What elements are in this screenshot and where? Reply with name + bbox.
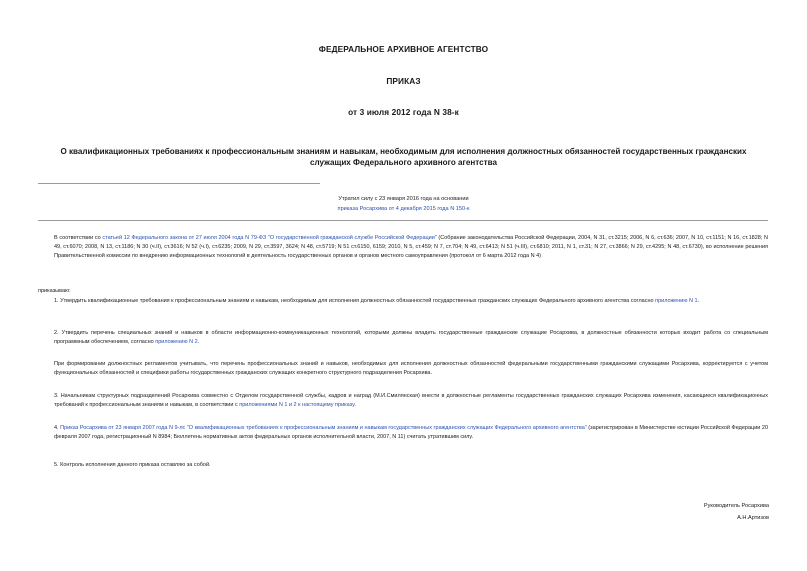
section-divider bbox=[38, 220, 768, 221]
appendix-1-link[interactable]: приложению N 1 bbox=[655, 298, 698, 304]
item-2-text: 2. Утвердить перечень специальных знаний и навыков в области информационно-коммуникационных технологий, которыми должны владеть государственные гражданские служащие Росархива, в должностные обязанности которых входит работа со специальным программным обеспечением, согласно bbox=[54, 330, 768, 346]
item-2-end: . bbox=[197, 339, 200, 346]
preamble-text-start: В соответствии со bbox=[54, 235, 103, 241]
document-date-number: от 3 июля 2012 года N 38-к bbox=[348, 107, 459, 117]
document-title: О квалификационных требованиях к профессиональным знаниям и навыкам, необходимым для исполнения должностных обязанностей государственных гражданских служащих Федерального архивного агентства bbox=[60, 147, 747, 167]
lost-force-link[interactable]: приказа Росархива от 4 декабря 2015 года N 150-к bbox=[337, 206, 470, 212]
order-word: приказываю: bbox=[38, 288, 71, 294]
preamble-paragraph bbox=[38, 234, 768, 261]
title-underline bbox=[38, 183, 320, 184]
item-4-paragraph bbox=[38, 424, 768, 442]
regulations-paragraph: При формировании должностных регламентов учитывать, что перечень профессиональных знаний и навыков, необходимых для исполнения должностных обязанностей федеральными государственными гражданскими служащими Росархива, корректируется с учетом функциональных обязанностей и специфики работы государственных гражданских служащих конкретного структурного подразделения Росархива. bbox=[54, 361, 768, 377]
preamble-text-end: (Собрание законодательства Российской Федерации, 2004, N 31, ст.3215; 2006, N 6, ст.636; 2007, N 10, ст.1151; N 16, ст.1828; N 49, ст.6070; 2008, N 13, ст.1186; N 30 (ч.II), ст.3616; N 52 (ч.I), ст.6235; 2009, N 29, ст.3597, 3624; N 48, ст.5719; N 51 ст.6150, 6159; 2010, N 5, ст.459; N 7, ст.704; N 49, ст.6413; N 51 (ч.III), ст.6810; 2011, N 1, ст.31; N 27, ст.3866; N 29, ст.4295; N 48, ст.6730), во исполнение решения Правительственной комиссии по внедрению информационных технологий в деятельность государственных органов и органов местного самоуправления (протокол от 6 марта 2012 года N 4) bbox=[54, 235, 768, 260]
item-2-paragraph bbox=[38, 329, 768, 347]
item-3-paragraph bbox=[38, 392, 768, 410]
item-1-paragraph bbox=[38, 297, 768, 306]
document-type: ПРИКАЗ bbox=[386, 76, 421, 86]
law-article-link[interactable]: статьей 12 Федерального закона от 27 июля 2004 года N 79-ФЗ "О государственной гражданской службе Российской Федерации" bbox=[102, 235, 437, 241]
lost-force-text: Утратил силу с 23 января 2016 года на основании bbox=[338, 196, 469, 202]
signature-block bbox=[704, 500, 769, 524]
lost-force-note bbox=[0, 194, 807, 214]
item-5-paragraph: 5. Контроль исполнения данного приказа оставляю за собой. bbox=[54, 462, 211, 468]
item-1-end: . bbox=[697, 298, 700, 304]
agency-name: ФЕДЕРАЛЬНОЕ АРХИВНОЕ АГЕНТСТВО bbox=[318, 44, 489, 54]
signatory-position: Руководитель Росархива bbox=[703, 503, 769, 509]
item-3-end: . bbox=[354, 402, 356, 409]
previous-order-link[interactable]: Приказ Росархива от 23 января 2007 года N 9-лс "О квалификационных требованиях к профессиональным знаниям и навыкам государственных гражданских служащих Федерального архивного агентства" bbox=[60, 425, 587, 431]
item-4-number: 4. bbox=[54, 425, 61, 431]
item-1-text: 1. Утвердить квалификационные требования к профессиональным знаниям и навыкам, необходимым для исполнения должностных обязанностей государственных гражданских служащих Федерального архивного агентства согласно bbox=[54, 298, 656, 304]
signatory-name: А.Н.Артизов bbox=[737, 515, 769, 521]
item-3-text: 3. Начальникам структурных подразделений Росархива совместно с Отделом государственной службы, кадров и наград (М.И.Смилянская) внести в должностные регламенты государственных гражданских служащих Росархива изменения, касающиеся квалификационных требований к профессиональным знаниям и навыкам, в соответствии с bbox=[54, 393, 768, 409]
appendices-link[interactable]: приложениями N 1 и 2 к настоящему приказу bbox=[239, 402, 355, 409]
appendix-2-link[interactable]: приложению N 2 bbox=[155, 339, 198, 346]
item-4-text: (зарегистрирован в Министерстве юстиции Российской Федерации 20 февраля 2007 года, регистрационный N 8984; Бюллетень нормативных актов федеральных органов исполнительной власти, 2007, N 11) считать утратившим силу. bbox=[54, 425, 768, 441]
